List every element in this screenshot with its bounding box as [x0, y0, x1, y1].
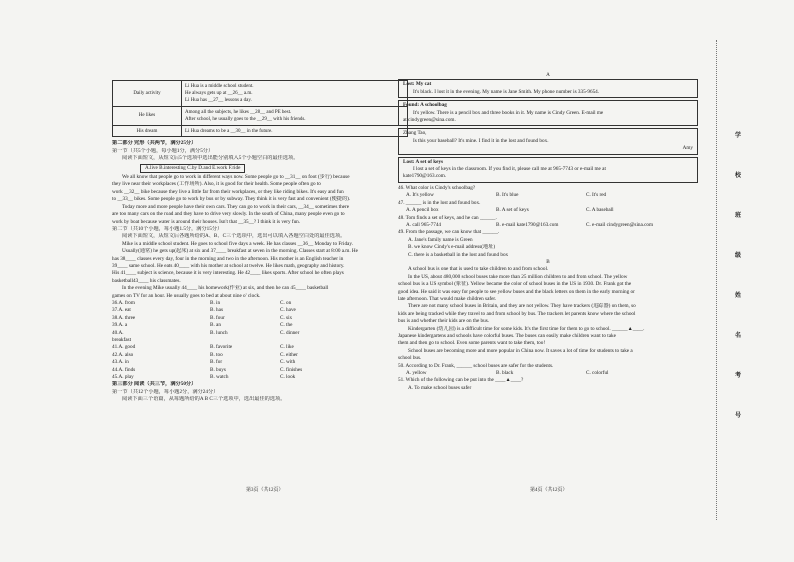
passage-line: late afternoon. That would make children safer. — [398, 295, 497, 302]
passage-line: kids are being tracked while they travel to and from school by bus. The trackers let parents know where the school — [398, 310, 636, 317]
option-row — [112, 330, 408, 345]
notice-found-schoolbag — [398, 100, 698, 126]
notice-title: Lost: My cat — [403, 81, 432, 88]
question-options — [398, 207, 698, 214]
option-row — [112, 374, 408, 381]
part3-section1: 第一节（共12个小题，每小题2分，满分24分） — [112, 388, 219, 395]
option-b: B. lunch — [210, 329, 228, 336]
passage-2 — [112, 241, 408, 300]
passage-line: In the US, about 480,000 school buses take more than 25 million children to and from school. The yellow — [408, 273, 628, 280]
passage-line: School buses are becoming more and more popular in China now. It saves a lot of time for students to take a — [408, 347, 633, 354]
option-b: B. we know Cindy's e-mail address(地址) — [408, 244, 496, 251]
option-c: C. look — [280, 374, 296, 381]
part2-section2: 第二节（共10个小题，每小题1.5分，满分15分） — [112, 225, 223, 232]
option-a: A. It's yellow — [406, 192, 434, 199]
option-a: 36.A. from — [112, 299, 135, 306]
passage-line: Usually(通常) he gets up(起床) at six and 37____ breakfast at seven in the morning. Classes start at 8:00 a.m. He — [122, 248, 358, 255]
option-a: 42.A. also — [112, 351, 134, 358]
passage-line: Kindergarten (幼儿园) is a difficult time for some kids. It's the first time for them to go to school. ______▲____. — [408, 325, 645, 332]
table-row — [113, 81, 408, 107]
row-line: Among all the subjects, he likes __28__ and PE best. — [185, 109, 292, 115]
option-c: C. there is a basketball in the lost and found box — [408, 251, 509, 258]
option-c: C. e-mail cindygreen@sina.com — [586, 221, 654, 228]
option-c: C. colorful — [586, 370, 609, 377]
binding-line — [716, 40, 718, 520]
notice-body: It's yellow. There is a pencil box and three books in it. My name is Cindy Green. E-mail me — [413, 109, 604, 116]
option-b: B. watch — [210, 374, 229, 381]
question: 51. Which of the following can be put into the ____▲____? — [398, 377, 524, 384]
notice-body: It's black. I lost it in the evening. My name is Jane Smith. My phone number is 335-9654. — [413, 88, 600, 95]
passage-line: good idea. He said it was easy for people to see yellow buses and the black letters on them in the early morning or — [398, 288, 635, 295]
option-c: C. finishes — [280, 366, 303, 373]
option-a: 38.A. three — [112, 314, 136, 321]
passage-line: There are not many school buses in Britain, and they are not yellow. They have trackers (追踪器) on them, so — [408, 303, 636, 310]
sidebar-char: 考 — [735, 373, 742, 379]
passage-line: 39____ same school. He eats 40____ with his mother at school at twelve. He likes math, geography and history. — [112, 262, 345, 269]
passage-line: work __32__ bike because they live a little far from their workplaces, or they like riding bikes. It's easy and fun — [112, 188, 344, 195]
option-a: 37.A. eat — [112, 307, 131, 314]
row-label: His dream — [113, 126, 182, 137]
notice-body: I lost a set of keys in the classroom. If you find it, please call me at 965-7743 or e-mail me at — [413, 166, 606, 173]
passage-line: school bus. — [398, 355, 422, 362]
notice-title: Found: A schoolbag — [403, 102, 447, 109]
table-row — [113, 107, 408, 126]
binding-sidebar — [728, 60, 748, 500]
notice-body: Is this your baseball? It's mine. I find it in the lost and found box. — [413, 137, 549, 144]
option-a: A. To make school buses safer — [408, 384, 472, 391]
passage-line: Japanese kindergartens and schools have colorful buses. The buses can easily make children want to take — [398, 333, 616, 339]
option-b: B. four — [210, 314, 225, 321]
question-options — [398, 222, 698, 229]
row-line: Li Hua is a middle school student. — [185, 83, 254, 89]
sidebar-char: 级 — [735, 253, 742, 259]
passage-line: bus is and whether their kids are on the bus. — [398, 318, 490, 325]
option-b: B. an — [210, 322, 221, 329]
word-box: A.live B.interesting C.by D.and E.work F.ride — [140, 164, 245, 173]
option-a: 43.A. in — [112, 359, 129, 366]
sidebar-char: 校 — [735, 173, 742, 179]
row-line: After school, he usually goes to the __29__ with his friends. — [185, 117, 306, 123]
option-c: C. like — [280, 344, 294, 351]
row-label: He likes — [113, 107, 182, 126]
row-line: Li Hua dreams to be a __30__ in the future. — [185, 128, 273, 134]
option-row — [112, 300, 408, 307]
option-a: A. Jane's family name is Green — [408, 236, 473, 243]
option-row — [112, 322, 408, 329]
option-c: C. dinner — [280, 329, 300, 336]
passage-line: has 38____ classes every day, four in the morning and two in the afternoon. His mother is an English teacher in — [112, 255, 344, 262]
option-b: B. favorite — [210, 344, 233, 351]
option-b: B. buys — [210, 366, 226, 373]
passage-line: to __33__ bikes. Some people go to work by bus or by subway. They think it is very fast and convenient (便捷的). — [112, 196, 351, 203]
questions-a — [398, 185, 698, 259]
option-row — [112, 359, 408, 366]
passage-line: they live near their workplaces (工作场所). Also, it is good for their health. Some people often go to — [112, 181, 321, 188]
passage-line: Today more and more people have their own cars. They can go to work in their cars, __34__ sometimes there — [122, 203, 350, 210]
option-a: 44.A. finds — [112, 366, 136, 373]
notice-title: Zhang Tao, — [403, 130, 427, 137]
option-row — [112, 315, 408, 322]
option-a: 45.A. play — [112, 374, 134, 381]
row-line: Li Hua has __27__ lessons a day. — [185, 98, 252, 104]
passage-line: are too many cars on the road and they have to drive very slowly. In the south of China, many people even go to — [112, 211, 345, 218]
option-b: B. too — [210, 351, 223, 358]
passage-line: work by boat because water is around their houses. Isn't that __35__? I think it is very fun. — [112, 218, 301, 225]
option-b: B. in — [210, 299, 221, 306]
option-row — [112, 352, 408, 359]
row-label: Daily activity — [113, 81, 182, 107]
question-options — [398, 370, 698, 377]
sidebar-char: 班 — [735, 213, 742, 219]
passage-b — [398, 266, 698, 362]
passage-line: We all know that people go to work in different ways now. Some people go to __31__ on foot (步行) because — [122, 174, 350, 181]
notice-body: kate1790@163.com. — [403, 173, 447, 180]
left-page-footer: 第3页（共12页） — [246, 488, 284, 493]
option-b: B. for — [210, 359, 223, 366]
cloze-options — [112, 300, 408, 381]
section-letter-a: A — [546, 72, 550, 78]
option-a: 41.A. good — [112, 344, 136, 351]
option-b: B. A set of keys — [496, 207, 529, 214]
sidebar-char: 号 — [735, 413, 742, 419]
question-options — [398, 192, 698, 199]
passage-line: school bus is a US symbol (象征). Yellow became the color of school buses in the US in 1930. Dr. Frank got the — [398, 281, 632, 288]
notice-lost-keys — [398, 157, 698, 183]
option-c: C. have — [280, 307, 296, 314]
section-letter-b: B — [546, 258, 550, 265]
passage-line: basketball43____ his classmates. — [112, 277, 181, 284]
part2-section1: 第一节（共5个小题，每小题1分，满分5分） — [112, 147, 214, 154]
sidebar-char: 姓 — [735, 293, 742, 299]
question: 48. Tom finds a set of keys, and he can ______. — [398, 214, 497, 221]
questions-b — [398, 363, 698, 393]
right-page — [398, 72, 698, 518]
option-a: A. call 965-7744 — [406, 221, 442, 228]
table-row — [113, 126, 408, 137]
option-a: 39.A. a — [112, 322, 128, 329]
option-c: C. It's red — [586, 192, 607, 199]
notice-signature: Amy — [682, 145, 693, 152]
option-c: C. the — [280, 322, 293, 329]
part3-heading: 第三部分 阅读（共三节，满分50分） — [112, 381, 197, 388]
option-c: C. six — [280, 314, 293, 321]
passage-line: In the evening Mike usually 44____ his homework(作业) at six, and then he can 45____ basketball — [122, 285, 329, 292]
passage-line: games on TV for an hour. He usually goes to bed at about nine o' clock. — [112, 292, 261, 299]
right-page-footer: 第4页（共12页） — [530, 488, 568, 493]
row-content — [182, 107, 408, 126]
info-table — [112, 80, 408, 137]
option-a: A. yellow — [406, 370, 427, 377]
part2-section1-instructions: 阅读下面短文，从短文后5个选项中选出能分别填入5个小题空白的最佳选项。 — [122, 155, 299, 162]
part3-instructions: 阅读下面三个语篇，从每题所给的A B C三个选项中，选出最佳的选项。 — [122, 396, 286, 403]
passage-line: His 41____ subject is science, because it is very interesting. He 42____ likes sports. After school he often plays — [112, 270, 344, 277]
option-row — [112, 307, 408, 314]
passage-line: them and then go to school. Even some parents want to take them, too! — [398, 340, 546, 347]
row-content — [182, 81, 408, 107]
sidebar-char: 名 — [735, 333, 742, 339]
option-b: B. It's blue — [496, 192, 519, 199]
row-line: He always gets up at __26__ a.m. — [185, 90, 253, 96]
passage-line: Mike is a middle school student. He goes to school five days a week. He has classes __36__ Monday to Friday. — [122, 240, 353, 247]
sidebar-char: 学 — [735, 133, 742, 139]
row-content — [182, 126, 408, 137]
passage-1 — [112, 174, 408, 226]
notice-title: Lost: A set of keys — [403, 158, 444, 165]
left-page — [112, 68, 408, 508]
option-b: B. has — [210, 307, 223, 314]
option-c: C. either — [280, 351, 298, 358]
option-b: B. black — [496, 370, 514, 377]
passage-line: A school bus is one that is used to take children to and from school. — [408, 266, 549, 273]
question: 47. ______ is in the lost and found box. — [398, 199, 481, 206]
option-a: A. A pencil box — [406, 207, 439, 214]
option-c: C. on — [280, 299, 292, 306]
option-row — [112, 367, 408, 374]
question: 50. According to Dr. Frank, ______ school buses are safer for the students. — [398, 362, 554, 369]
notice-baseball — [398, 128, 698, 154]
part2-heading: 第二部分 完形（共两节，满分25分） — [112, 140, 197, 147]
part2-section2-instructions: 阅读下面短文，从短文后各题所给的A、B、C三个选项中，选出可以填入各题空白处的最佳选项。 — [122, 233, 346, 240]
option-row — [112, 344, 408, 351]
notice-lost-cat — [398, 79, 698, 98]
option-a: 40.A. breakfast — [112, 329, 132, 343]
question: 46. What color is Cindy's schoolbag? — [398, 184, 476, 191]
option-c: C. A baseball — [586, 207, 614, 214]
question: 49. From the passage, we can know that ______. — [398, 229, 500, 236]
option-b: B. e-mail kate1790@163.com — [496, 221, 559, 228]
option-c: C. with — [280, 359, 296, 366]
notice-body: at cindygreen@sina.com. — [403, 117, 456, 124]
